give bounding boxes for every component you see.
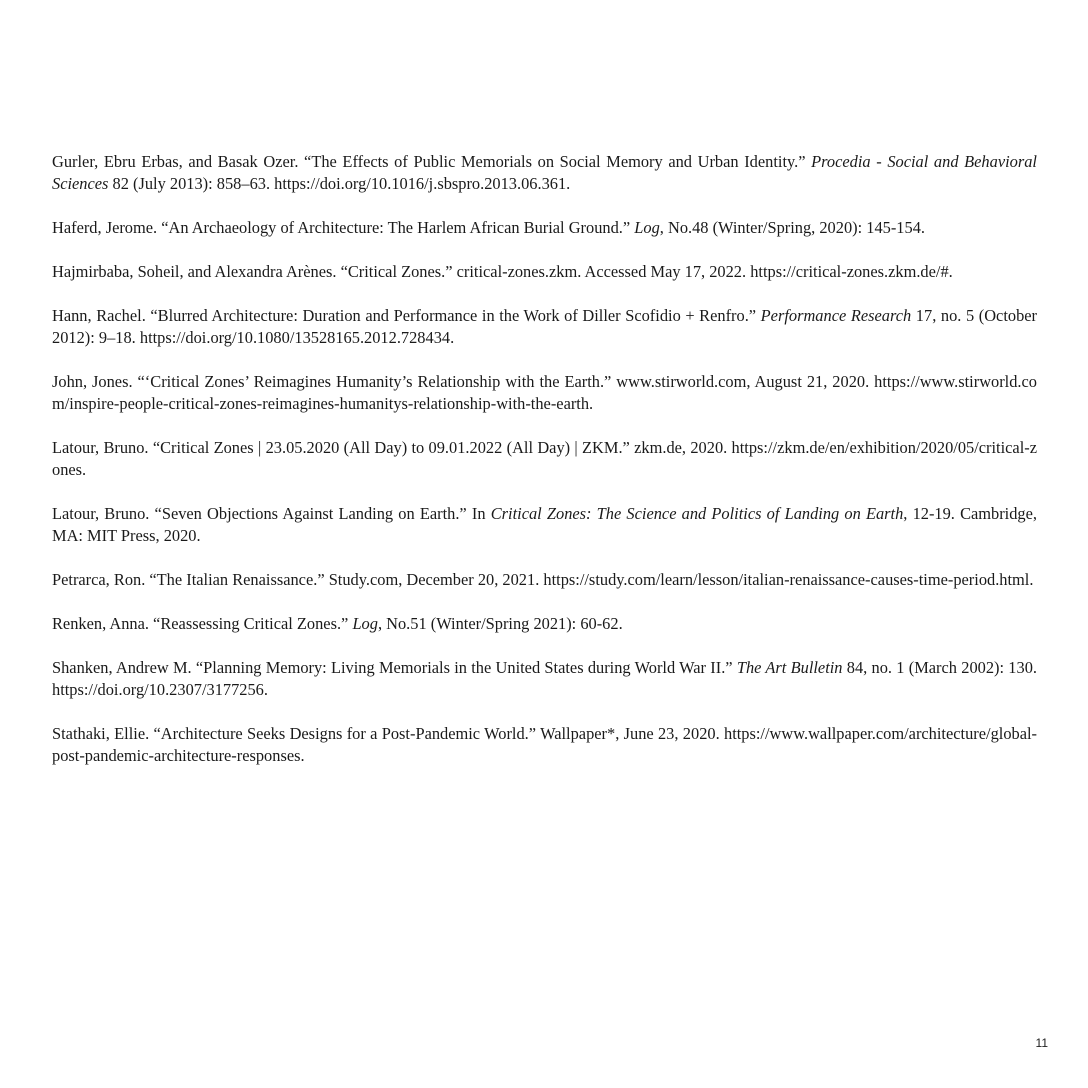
entry-text: Haferd, Jerome. “An Archaeology of Architecture: The Harlem African Burial Ground.”	[52, 218, 635, 237]
entry-text: Shanken, Andrew M. “Planning Memory: Living Memorials in the United States during World War II.”	[52, 658, 737, 677]
bibliography-entry-latour-objections	[52, 503, 1037, 547]
entry-text: , 12-19. Cambridge, MA: MIT Press, 2020.	[52, 504, 1038, 545]
entry-text: Gurler, Ebru Erbas, and Basak Ozer. “The Effects of Public Memorials on Social Memory and Urban Identity.”	[52, 152, 812, 171]
entry-text: 82 (July 2013): 858–63. https://doi.org/10.1016/j.sbspro.2013.06.361.	[108, 174, 571, 193]
bibliography-entry-hajmirbaba	[52, 261, 1037, 283]
entry-text: Petrarca, Ron. “The Italian Renaissance.” Study.com, December 20, 2021. https://study.com/learn/lesson/italian-renaissance-causes-time-period.html.	[52, 570, 1034, 589]
bibliography-entry-john	[52, 371, 1037, 415]
entry-journal-title: Log	[634, 218, 660, 237]
entry-text: 84, no. 1 (March 2002): 130. https://doi.org/10.2307/3177256.	[52, 658, 1037, 699]
bibliography-entry-petrarca	[52, 569, 1037, 591]
entry-journal-title: Procedia - Social and Behavioral Sciences	[52, 152, 1037, 193]
page-number: 11	[1035, 1036, 1048, 1050]
entry-text: 17, no. 5 (October 2012): 9–18. https://doi.org/10.1080/13528165.2012.728434.	[52, 306, 1038, 347]
entry-book-title: Critical Zones: The Science and Politics of Landing on Earth	[490, 504, 904, 523]
bibliography-list	[52, 151, 1037, 789]
bibliography-entry-shanken	[52, 657, 1037, 701]
entry-text: Latour, Bruno. “Seven Objections Against Landing on Earth.” In	[52, 504, 491, 523]
entry-journal-title: Log	[352, 614, 378, 633]
bibliography-entry-renken	[52, 613, 1037, 635]
bibliography-entry-stathaki	[52, 723, 1037, 767]
entry-text: , No.51 (Winter/Spring 2021): 60-62.	[377, 614, 623, 633]
entry-text: John, Jones. “‘Critical Zones’ Reimagines Humanity’s Relationship with the Earth.” www.stirworld.com, August 21, 2020. https://www.stirworld.com/inspire-people-critical-zones-reimagines-humanitys-relationship-with-the-earth.	[52, 372, 1037, 413]
bibliography-entry-gurler	[52, 151, 1037, 195]
entry-text: Latour, Bruno. “Critical Zones | 23.05.2020 (All Day) to 09.01.2022 (All Day) | ZKM.” zkm.de, 2020. https://zkm.de/en/exhibition/2020/05/critical-zones.	[52, 438, 1037, 479]
bibliography-entry-hann	[52, 305, 1037, 349]
entry-journal-title: The Art Bulletin	[736, 658, 843, 677]
entry-text: Hann, Rachel. “Blurred Architecture: Duration and Performance in the Work of Diller Scofidio + Renfro.”	[52, 306, 761, 325]
entry-text: , No.48 (Winter/Spring, 2020): 145-154.	[659, 218, 925, 237]
bibliography-entry-haferd	[52, 217, 1037, 239]
entry-text: Hajmirbaba, Soheil, and Alexandra Arènes. “Critical Zones.” critical-zones.zkm. Accessed May 17, 2022. https://critical-zones.zkm.de/#.	[52, 262, 953, 281]
entry-journal-title: Performance Research	[760, 306, 912, 325]
bibliography-entry-latour-zkm	[52, 437, 1037, 481]
entry-text: Renken, Anna. “Reassessing Critical Zones.”	[52, 614, 353, 633]
entry-text: Stathaki, Ellie. “Architecture Seeks Designs for a Post-Pandemic World.” Wallpaper*, June 23, 2020. https://www.wallpaper.com/architecture/global-post-pandemic-architecture-responses.	[52, 724, 1037, 765]
